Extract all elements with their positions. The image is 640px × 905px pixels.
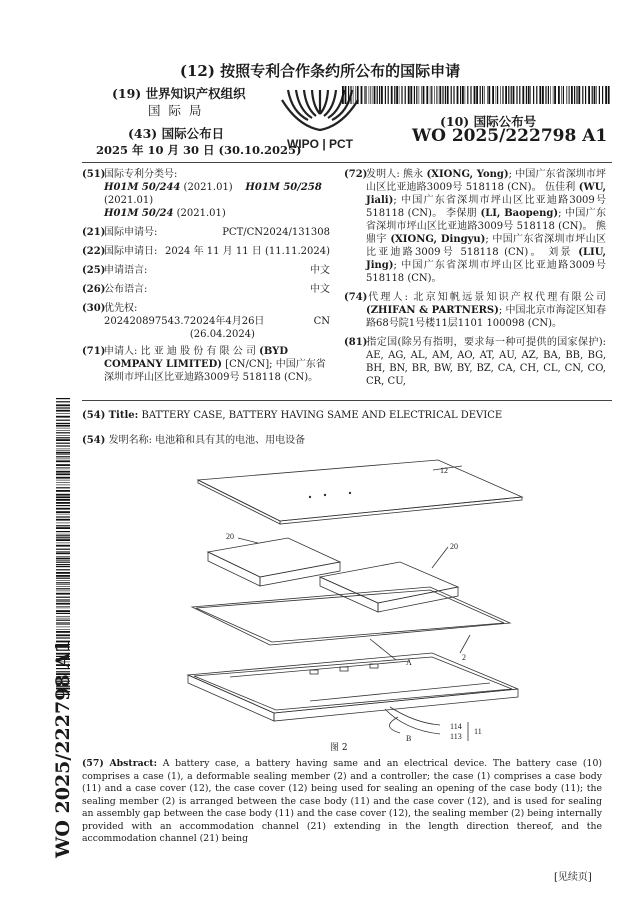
org-label: 世界知识产权组织 bbox=[145, 86, 246, 101]
filedate-num: (22) bbox=[82, 246, 106, 257]
barcode-bar bbox=[56, 525, 70, 526]
barcode-bar bbox=[56, 456, 70, 457]
barcode-bar bbox=[56, 473, 70, 475]
barcode-bar bbox=[56, 539, 70, 541]
barcode-bar bbox=[56, 566, 70, 567]
label-113: 113 bbox=[450, 732, 462, 741]
barcode-bar bbox=[423, 86, 425, 104]
barcode-bar bbox=[56, 435, 70, 436]
barcode-bar bbox=[394, 86, 395, 104]
barcode-bar bbox=[608, 86, 610, 104]
barcode-bar bbox=[353, 86, 354, 104]
barcode-bar bbox=[372, 86, 373, 104]
barcode-bar bbox=[56, 459, 70, 460]
barcode-bar bbox=[365, 86, 366, 104]
barcode-bar bbox=[56, 471, 70, 473]
bib-left bbox=[82, 168, 330, 384]
barcode-bar bbox=[56, 620, 70, 621]
barcode-bar bbox=[436, 86, 437, 104]
ipc-ver-3: (2021.01) bbox=[176, 208, 226, 219]
side-pubno-text: WO 2025/222798 A1 bbox=[52, 639, 74, 858]
barcode-bar bbox=[431, 86, 432, 104]
barcode-bar bbox=[56, 425, 70, 427]
barcode-bar bbox=[56, 443, 70, 444]
barcode-bar bbox=[56, 423, 70, 424]
barcode-bar bbox=[56, 514, 70, 515]
barcode-bar bbox=[56, 467, 70, 468]
barcode-bar bbox=[563, 86, 564, 104]
barcode-bar bbox=[519, 86, 520, 104]
barcode-bar bbox=[56, 535, 70, 536]
barcode-bar bbox=[56, 608, 70, 609]
barcode-bar bbox=[56, 616, 70, 617]
barcode-bar bbox=[542, 86, 544, 104]
barcode-bar bbox=[56, 623, 70, 624]
barcode-bar bbox=[405, 86, 406, 104]
barcode-bar bbox=[56, 572, 70, 574]
barcode-bar bbox=[56, 460, 70, 462]
ipc-code-3: H01M 50/24 bbox=[104, 208, 174, 219]
barcode-bar bbox=[56, 534, 70, 535]
barcode-bar bbox=[56, 449, 70, 450]
barcode-bar bbox=[421, 86, 422, 104]
appno-num: (21) bbox=[82, 227, 106, 238]
barcode-bar bbox=[56, 606, 70, 607]
barcode-bar bbox=[582, 86, 583, 104]
barcode-bar bbox=[426, 86, 428, 104]
applicant-num: (71) bbox=[82, 346, 106, 357]
barcode-bar bbox=[56, 552, 70, 554]
filelang-value: 中文 bbox=[310, 265, 330, 276]
bib-right bbox=[344, 168, 606, 388]
barcode-bar bbox=[56, 603, 70, 605]
barcode-bar bbox=[56, 452, 70, 454]
title-en bbox=[82, 410, 502, 421]
divider-middle bbox=[82, 400, 612, 401]
barcode-bar bbox=[355, 86, 356, 104]
barcode-bar bbox=[342, 86, 344, 104]
barcode-bar bbox=[578, 86, 580, 104]
barcode-bar bbox=[56, 560, 70, 561]
barcode-bar bbox=[56, 464, 70, 466]
barcode-bar bbox=[476, 86, 478, 104]
barcode-bar bbox=[56, 401, 70, 402]
inventor-1-address: ; 中国广东省深圳市坪山区比亚迪路3009号 518118 (CN)。 伍佳利 bbox=[366, 169, 606, 193]
priority-no: 202420897543.7 bbox=[104, 316, 190, 327]
barcode-bar bbox=[56, 610, 70, 612]
barcode-bar bbox=[56, 413, 70, 414]
org-num: (19) bbox=[112, 86, 142, 101]
barcode-bar bbox=[369, 86, 370, 104]
leader-20-right bbox=[432, 547, 448, 568]
agent-address: ; 中国北京市海淀区知春路68号院1号楼11层1101 100098 (CN)。 bbox=[366, 305, 606, 329]
title-en-label: Title: bbox=[108, 410, 139, 421]
barcode-bar bbox=[401, 86, 402, 104]
pubdate-value: 2025 年 10 月 30 日 (30.10.2025) bbox=[96, 143, 302, 157]
appno-label: 国际申请号: bbox=[104, 227, 158, 238]
barcode-bar bbox=[56, 480, 70, 481]
barcode-bar bbox=[605, 86, 607, 104]
barcode-bar bbox=[56, 428, 70, 429]
inventor-5: (LIU, Jing) bbox=[366, 247, 606, 271]
org-name bbox=[112, 84, 246, 102]
pubdate-label bbox=[128, 124, 224, 142]
barcode-bar bbox=[56, 511, 70, 513]
barcode-bar bbox=[348, 86, 349, 104]
filedate-value: 2024 年 11 月 11 日 (11.11.2024) bbox=[164, 246, 330, 257]
barcode-bar bbox=[56, 584, 70, 585]
barcode-bar bbox=[56, 549, 70, 550]
barcode-bar bbox=[442, 86, 443, 104]
figure-exploded-view bbox=[170, 455, 540, 745]
barcode-bar bbox=[56, 477, 70, 479]
barcode-bar bbox=[56, 508, 70, 510]
barcode-bar bbox=[480, 86, 481, 104]
applicant-name-en: (BYD COMPANY LIMITED) bbox=[104, 346, 288, 370]
title-zh-label: 发明名称: bbox=[108, 435, 152, 446]
barcode-bar bbox=[56, 519, 70, 521]
barcode-bar bbox=[438, 86, 439, 104]
inventor-1: (XIONG, Yong) bbox=[426, 169, 509, 180]
barcode-bar bbox=[56, 591, 70, 592]
barcode-bar bbox=[410, 86, 412, 104]
barcode-bar bbox=[56, 637, 70, 638]
barcode-bar bbox=[56, 398, 70, 399]
barcode-bar bbox=[56, 551, 70, 552]
barcode-bar bbox=[430, 86, 431, 104]
barcode-bar bbox=[56, 527, 70, 529]
barcode-bar bbox=[553, 86, 554, 104]
filedate-label: 国际申请日: bbox=[104, 246, 158, 257]
barcode-bar bbox=[561, 86, 562, 104]
barcode-bar bbox=[56, 618, 70, 619]
barcode-bar bbox=[56, 586, 70, 587]
barcode-bar bbox=[487, 86, 488, 104]
barcode-bar bbox=[56, 599, 70, 600]
barcode-bar bbox=[56, 593, 70, 595]
barcode-bar bbox=[56, 445, 70, 446]
label-B: B bbox=[406, 734, 412, 743]
label-20-left: 20 bbox=[226, 532, 234, 541]
leader-2 bbox=[460, 635, 470, 653]
inventor-4-address: ; 中国广东省深圳市坪山区比亚迪路3009号 518118 (CN)。 刘景 bbox=[366, 234, 607, 258]
label-114: 114 bbox=[450, 722, 462, 731]
priority-label: 优先权: bbox=[104, 303, 138, 314]
barcode-bar bbox=[545, 86, 546, 104]
barcode-bar bbox=[419, 86, 420, 104]
barcode-bar bbox=[536, 86, 537, 104]
title-en-num: (54) bbox=[82, 410, 106, 421]
barcode-bar bbox=[379, 86, 380, 104]
barcode-bar bbox=[569, 86, 570, 104]
barcode-bar bbox=[56, 490, 70, 492]
wipo-text: WIPO | PCT bbox=[286, 137, 354, 151]
barcode-bar bbox=[408, 86, 410, 104]
barcode-bar bbox=[56, 496, 70, 498]
barcode-bar bbox=[484, 86, 485, 104]
inventor-5-address: ; 中国广东省深圳市坪山区比亚迪路3009号 518118 (CN)。 bbox=[366, 260, 606, 284]
barcode-bar bbox=[56, 622, 70, 623]
continued-marker: [见续页] bbox=[554, 872, 592, 883]
appno-value: PCT/CN2024/131308 bbox=[222, 227, 330, 238]
battery-module-left bbox=[208, 538, 340, 577]
barcode-bar bbox=[496, 86, 497, 104]
barcode-bar bbox=[513, 86, 515, 104]
barcode-bar bbox=[399, 86, 400, 104]
pubno-label-text: 国际公布号 bbox=[473, 114, 537, 129]
barcode-bar bbox=[585, 86, 586, 104]
barcode-bar bbox=[470, 86, 471, 104]
barcode-bar bbox=[56, 494, 70, 496]
barcode-bar bbox=[56, 407, 70, 408]
barcode-bar bbox=[350, 86, 351, 104]
barcode-bar bbox=[56, 613, 70, 614]
case-cover-edge bbox=[280, 497, 522, 524]
pubdate-label-text: 国际公布日 bbox=[161, 126, 225, 141]
inventor-3-address: ; 中国广东省深圳市坪山区比亚迪路3009号 518118 (CN)。 熊鼎宇 bbox=[366, 208, 606, 245]
leader-114 bbox=[390, 707, 440, 725]
case-body bbox=[188, 653, 518, 713]
barcode-bar bbox=[56, 499, 70, 501]
barcode-bar bbox=[56, 482, 70, 483]
barcode-bar bbox=[56, 410, 70, 412]
ipc-label: 国际专利分类号: bbox=[104, 169, 178, 180]
abstract-label: Abstract: bbox=[109, 758, 158, 769]
barcode-bar bbox=[550, 86, 551, 104]
barcode-bar bbox=[56, 439, 70, 441]
inventor-num: (72) bbox=[344, 169, 368, 180]
publang-num: (26) bbox=[82, 284, 106, 295]
barcode-bar bbox=[439, 86, 441, 104]
abstract bbox=[82, 758, 602, 846]
barcode-bar bbox=[56, 631, 70, 633]
barcode-bar bbox=[445, 86, 446, 104]
ipc-code-2: H01M 50/258 bbox=[245, 182, 322, 193]
barcode-bar bbox=[599, 86, 600, 104]
barcode-bar bbox=[588, 86, 590, 104]
side-pubno bbox=[52, 639, 76, 860]
barcode-bar bbox=[56, 564, 70, 565]
barcode-bar bbox=[516, 86, 517, 104]
label-12: 12 bbox=[440, 466, 448, 475]
barcode-bar bbox=[462, 86, 464, 104]
states-text: 指定国(除另有指明，要求每一种可提供的国家保护): AE, AG, AL, AM, AO, AT, AU, AZ, BA, BB, BG, BH, BN, BR, BW, BY, BZ, CA, CH, CL, CN, CO, CR, CU, bbox=[366, 337, 606, 387]
barcode-bar bbox=[56, 601, 70, 602]
applicant-address: [CN/CN]; 中国广东省深圳市坪山区比亚迪路3009号 518118 (CN)。 bbox=[104, 359, 326, 383]
label-11: 11 bbox=[474, 727, 482, 736]
barcode-bar bbox=[602, 86, 603, 104]
label-20-right: 20 bbox=[450, 542, 458, 551]
barcode-bar bbox=[548, 86, 549, 104]
publang-value: 中文 bbox=[310, 284, 330, 295]
barcode-bar bbox=[568, 86, 569, 104]
barcode-bar bbox=[533, 86, 534, 104]
barcode-bar bbox=[56, 469, 70, 470]
barcode-bar bbox=[56, 523, 70, 524]
title-zh-value: 电池箱和具有其的电池、用电设备 bbox=[155, 435, 306, 446]
pubdate-num: (43) bbox=[128, 126, 158, 141]
barcode-bar bbox=[396, 86, 398, 104]
barcode-bar bbox=[370, 86, 371, 104]
priority-cc: CN bbox=[313, 316, 330, 327]
agent-num: (74) bbox=[344, 292, 368, 303]
inventor-2: (WU, Jiali) bbox=[366, 182, 606, 206]
barcode-bar bbox=[530, 86, 531, 104]
barcode-bar bbox=[574, 86, 575, 104]
barcode-bar bbox=[56, 578, 70, 579]
barcode-bar bbox=[364, 86, 365, 104]
barcode-bar bbox=[453, 86, 454, 104]
barcode-bar bbox=[374, 86, 376, 104]
title-zh-num: (54) bbox=[82, 435, 106, 446]
ipc-ver-2: (2021.01) bbox=[104, 195, 154, 206]
applicant-text: 申请人: 比 亚 迪 股 份 有 限 公 司 bbox=[104, 346, 256, 357]
barcode-bar bbox=[566, 86, 567, 104]
inventor-4: (XIONG, Dingyu) bbox=[390, 234, 486, 245]
filelang-num: (25) bbox=[82, 265, 106, 276]
barcode-bar bbox=[56, 588, 70, 589]
leader-B bbox=[389, 717, 400, 733]
barcode-bar bbox=[377, 86, 378, 104]
barcode-bar bbox=[596, 86, 597, 104]
barcode-bar bbox=[594, 86, 596, 104]
barcode-bar bbox=[511, 86, 512, 104]
states-num: (81) bbox=[344, 337, 368, 348]
ipc-ver-1: (2021.01) bbox=[183, 182, 233, 193]
barcode-bar bbox=[503, 86, 504, 104]
barcode-bar bbox=[56, 420, 70, 421]
barcode-bar bbox=[56, 634, 70, 636]
barcode-bar bbox=[56, 597, 70, 598]
barcode-bar bbox=[56, 543, 70, 544]
barcode-bar bbox=[447, 86, 449, 104]
barcode-bar bbox=[457, 86, 459, 104]
label-A: A bbox=[406, 658, 412, 667]
barcode-bar bbox=[357, 86, 359, 104]
barcode-bar bbox=[388, 86, 389, 104]
barcode-bar bbox=[558, 86, 560, 104]
barcode-bar bbox=[56, 537, 70, 538]
barcode-bar bbox=[497, 86, 498, 104]
ipc-num: (51) bbox=[82, 169, 106, 180]
barcode-bar bbox=[467, 86, 468, 104]
barcode-bar bbox=[56, 430, 70, 431]
inventor-text: 发明人: 熊永 bbox=[366, 169, 424, 180]
leader-20-left bbox=[238, 538, 258, 543]
barcode-bar bbox=[56, 580, 70, 581]
barcode-bar bbox=[526, 86, 527, 104]
barcode-bar bbox=[56, 629, 70, 630]
barcode-bar bbox=[56, 487, 70, 488]
bureau: 国 际 局 bbox=[148, 103, 204, 118]
divider-top bbox=[82, 162, 612, 163]
barcode-bar bbox=[345, 86, 347, 104]
barcode-bar bbox=[592, 86, 593, 104]
agent-name-en: (ZHIFAN & PARTNERS) bbox=[366, 305, 499, 316]
barcode-bar bbox=[56, 416, 70, 418]
agent-text: 代理人: 北京知帆远景知识产权代理有限公司 bbox=[366, 292, 606, 303]
priority-date: 2024年4月26日 (26.04.2024) bbox=[189, 316, 265, 340]
barcode-bar bbox=[385, 86, 386, 104]
case-cover bbox=[198, 460, 522, 521]
barcode-top bbox=[342, 86, 612, 104]
barcode-bar bbox=[474, 86, 476, 104]
barcode-bar bbox=[414, 86, 415, 104]
barcode-bar bbox=[492, 86, 494, 104]
barcode-bar bbox=[56, 454, 70, 455]
document-title: (12) 按照专利合作条约所公布的国际申请 bbox=[179, 62, 461, 80]
barcode-bar bbox=[488, 86, 490, 104]
pubno-num: (10) bbox=[440, 114, 470, 129]
barcode-bar bbox=[434, 86, 435, 104]
barcode-bar bbox=[56, 545, 70, 547]
barcode-bar bbox=[554, 86, 556, 104]
abstract-num: (57) bbox=[82, 758, 104, 769]
label-2: 2 bbox=[462, 653, 466, 662]
barcode-bar bbox=[528, 86, 530, 104]
barcode-bar bbox=[539, 86, 541, 104]
barcode-bar bbox=[56, 516, 70, 517]
barcode-bar bbox=[381, 86, 383, 104]
barcode-bar bbox=[500, 86, 501, 104]
title-zh bbox=[82, 431, 305, 446]
barcode-bar bbox=[576, 86, 577, 104]
barcode-bar bbox=[56, 531, 70, 532]
barcode-bar bbox=[56, 502, 70, 504]
barcode-bar bbox=[56, 432, 70, 433]
publang-label: 公布语言: bbox=[104, 284, 148, 295]
ipc-code-1: H01M 50/244 bbox=[104, 182, 181, 193]
barcode-bar bbox=[508, 86, 509, 104]
barcode-bar bbox=[505, 86, 507, 104]
barcode-bar bbox=[56, 575, 70, 577]
barcode-bar bbox=[56, 582, 70, 583]
barcode-bar bbox=[56, 558, 70, 560]
barcode-bar bbox=[482, 86, 483, 104]
barcode-bar bbox=[522, 86, 524, 104]
barcode-bar bbox=[56, 556, 70, 557]
inventor-3: (LI, Baopeng) bbox=[480, 208, 559, 219]
figure-caption: 图 2 bbox=[330, 743, 348, 753]
abstract-text: A battery case, a battery having same and an electrical device. The battery case (10) comprises a case (1), a deformable sealing member (2) and a controller; the case (1) comprises a case body (11) and a case cover (12), the case cover (12) being used for sealing an opening of the case body (11); the sealing member (2) is arranged between the case body (11) and the case cover (12), and is used for sealing an assembly gap between the case body (11) and the case cover (12), the sealing member (2) being internally provided with an accommodation channel (21) extending in the length direction thereof, and the accommodation channel (21) being bbox=[82, 758, 602, 844]
barcode-bar bbox=[451, 86, 452, 104]
barcode-bar bbox=[56, 569, 70, 570]
barcode-bar bbox=[460, 86, 461, 104]
barcode-bar bbox=[56, 485, 70, 486]
barcode-bar bbox=[56, 562, 70, 563]
filelang-label: 申请语言: bbox=[104, 265, 148, 276]
title-en-value: BATTERY CASE, BATTERY HAVING SAME AND ELECTRICAL DEVICE bbox=[141, 410, 503, 421]
barcode-bar bbox=[56, 450, 70, 451]
barcode-bar bbox=[391, 86, 393, 104]
pubno-value: WO 2025/222798 A1 bbox=[412, 126, 608, 146]
barcode-bar bbox=[465, 86, 466, 104]
barcode-bar bbox=[56, 437, 70, 438]
barcode-bar bbox=[361, 86, 363, 104]
barcode-bar bbox=[56, 404, 70, 406]
barcode-bar bbox=[56, 627, 70, 628]
inventor-2-address: ; 中国广东省深圳市坪山区比亚迪路3009号 518118 (CN)。 李保朋 bbox=[366, 195, 606, 219]
barcode-bar bbox=[416, 86, 417, 104]
barcode-bar bbox=[56, 505, 70, 506]
barcode-bar bbox=[571, 86, 573, 104]
priority-num: (30) bbox=[82, 303, 106, 314]
barcode-bar bbox=[502, 86, 503, 104]
